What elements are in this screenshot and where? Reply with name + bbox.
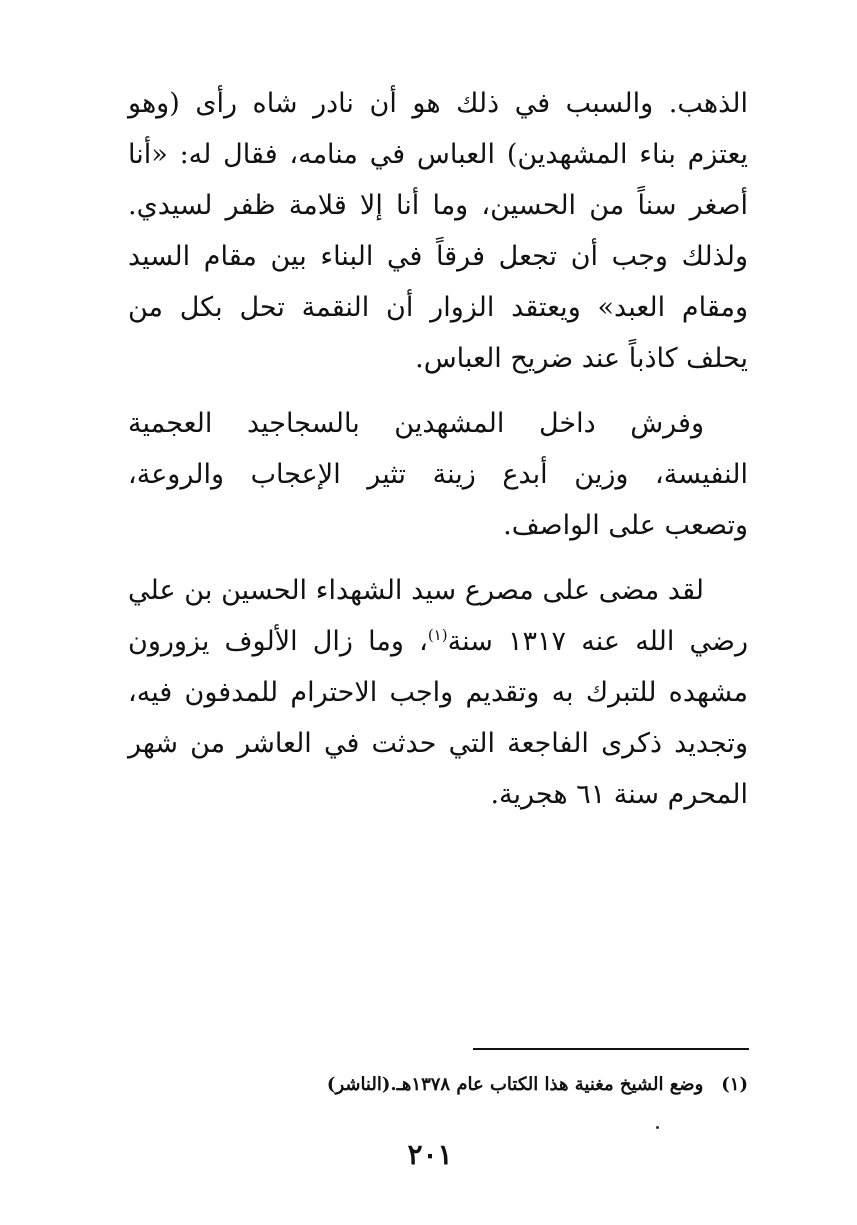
paragraph-line: النفيسة، وزين أبدع زينة تثير الإعجاب والروعة، [128, 459, 748, 490]
print-speck [656, 1126, 659, 1129]
line-tail: ، وما زال الألوف يزورون [128, 626, 428, 657]
main-text [128, 78, 748, 834]
page-number: ٢٠١ [407, 1138, 453, 1171]
paragraph-line: يحلف كاذباً عند ضريح العباس. [415, 343, 748, 374]
paragraph-1 [128, 78, 748, 384]
paragraph-2 [128, 398, 748, 551]
footnote-reference[interactable]: (١) [427, 626, 448, 644]
paragraph-line: الذهب. والسبب في ذلك هو أن نادر شاه رأى (وهو [128, 88, 748, 119]
paragraph-line [128, 616, 748, 667]
paragraph-line: يعتزم بناء المشهدين) العباس في منامه، فقال له: «أنا [128, 139, 748, 170]
paragraph-line: ولذلك وجب أن تجعل فرقاً في البناء بين مقام السيد [128, 241, 748, 272]
line-head: رضي الله عنه ١٣١٧ سنة [447, 626, 748, 657]
paragraph-line: لقد مضى على مصرع سيد الشهداء الحسين بن علي [128, 575, 704, 606]
paragraph-3 [128, 565, 748, 820]
paragraph-line: وفرش داخل المشهدين بالسجاجيد العجمية [128, 408, 704, 439]
footnote-divider [473, 1048, 749, 1050]
paragraph-line: المحرم سنة ٦١ هجرية. [490, 779, 748, 810]
footnote-number: (١) [721, 1074, 748, 1095]
paragraph-line: وتجديد ذكرى الفاجعة التي حدثت في العاشر من شهر [128, 728, 748, 759]
paragraph-line: أصغر سناً من الحسين، وما أنا إلا قلامة ظفر لسيدي. [128, 190, 748, 221]
footnote [230, 1070, 748, 1100]
paragraph-line: ومقام العبد» ويعتقد الزوار أن النقمة تحل بكل من [128, 292, 748, 323]
paragraph-line: مشهده للتبرك به وتقديم واجب الاحترام للمدفون فيه، [128, 677, 748, 708]
paragraph-line: وتصعب على الواصف. [503, 510, 748, 541]
footnote-text: وضع الشيخ مغنية هذا الكتاب عام ١٣٧٨هـ.(الناشر) [326, 1074, 704, 1095]
